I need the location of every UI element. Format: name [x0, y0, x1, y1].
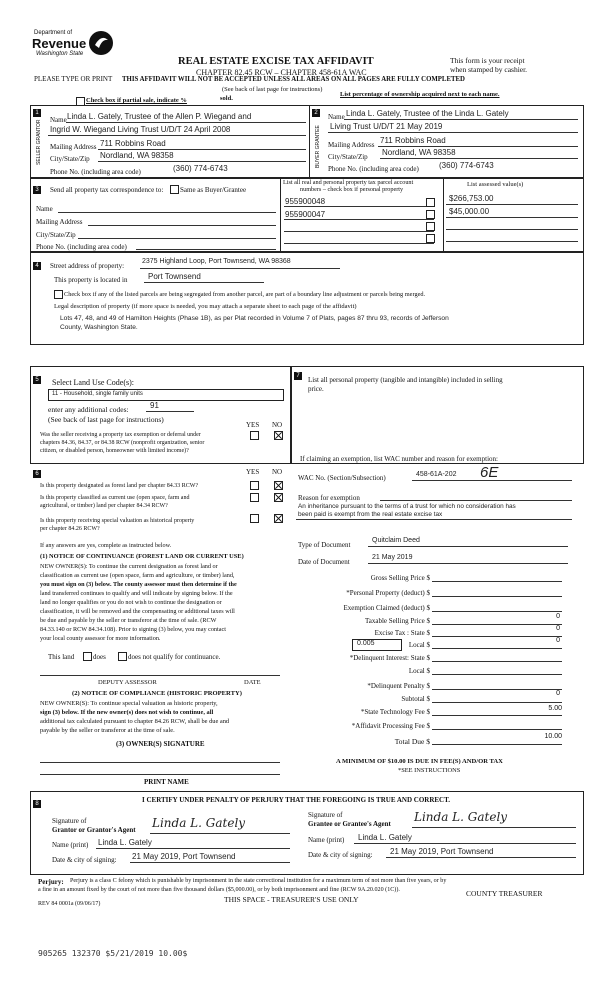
same-as-buyer-checkbox[interactable]: [170, 185, 179, 194]
located-label: This property is located in: [54, 276, 128, 284]
form-title: REAL ESTATE EXCISE TAX AFFIDAVIT: [178, 56, 374, 67]
row-tech-fee-value[interactable]: 5.00: [548, 705, 562, 712]
wac-label: WAC No. (Section/Subsection): [298, 474, 386, 482]
receipt-note-1: This form is your receipt: [450, 56, 525, 65]
land-does-checkbox[interactable]: [83, 652, 92, 661]
s6-no: NO: [272, 468, 283, 476]
land-use-code: 11 - Household, single family units: [52, 391, 143, 397]
section-2-badge: 2: [312, 109, 320, 117]
parcel-2[interactable]: 955900047: [285, 210, 326, 219]
notice2-l4: payable by the seller or transferor at the time of sale.: [40, 727, 175, 734]
land-use-select[interactable]: [48, 389, 284, 401]
s5-exemption-no-checkbox[interactable]: [274, 431, 283, 440]
section-5-badge: 5: [33, 376, 41, 384]
grantee-sig-label-1: Signature of: [308, 811, 343, 819]
seller-phone-label: Phone No. (including area code): [50, 168, 141, 176]
notice2-title: (2) NOTICE OF COMPLIANCE (HISTORIC PROPERTY): [72, 690, 242, 697]
type-or-print: PLEASE TYPE OR PRINT: [34, 75, 113, 83]
row-excise-state-value[interactable]: 0: [556, 625, 560, 632]
notice1-l5: land no longer qualifies or you do not wish to continue the designation or: [40, 599, 222, 606]
buyer-city[interactable]: Nordland, WA 98358: [382, 148, 456, 157]
cashier-stamp: 905265 132370 $5/21/2019 10.00$: [38, 949, 188, 958]
warning-text: THIS AFFIDAVIT WILL NOT BE ACCEPTED UNLESS ALL AREAS ON ALL PAGES ARE FULLY COMPLETED: [122, 76, 465, 83]
perjury-label: Perjury:: [38, 878, 64, 886]
street-address[interactable]: 2375 Highland Loop, Port Townsend, WA 98368: [142, 258, 291, 265]
notice2-l1: NEW OWNER(S): To continue special valuation as historic property,: [40, 700, 218, 707]
row-tech-fee-label: *State Technology Fee $: [360, 708, 430, 716]
land-does-not-checkbox[interactable]: [118, 652, 127, 661]
grantee-date[interactable]: 21 May 2019, Port Townsend: [390, 847, 494, 856]
grantor-date[interactable]: 21 May 2019, Port Townsend: [132, 852, 236, 861]
personal-prop-2: price.: [308, 385, 324, 393]
parcel-4-personal-checkbox[interactable]: [426, 234, 435, 243]
sold-label: sold.: [220, 95, 233, 102]
buyer-phone[interactable]: (360) 774-6743: [439, 161, 494, 170]
section-4-badge: 4: [33, 262, 41, 270]
exemption-q3: citizen, or disabled person, homeowner with limited income)?: [40, 448, 189, 454]
row-delinq-int-local-label: Local $: [408, 667, 430, 675]
grantor-name-label: Name (print): [52, 841, 89, 849]
assessed-header: List assessed value(s): [467, 181, 524, 188]
deputy-assessor-label: DEPUTY ASSESSOR: [98, 679, 157, 686]
buyer-side-label: BUYER GRANTEE: [315, 125, 321, 168]
legal-desc-1[interactable]: Lots 47, 48, and 49 of Hamilton Heights (Phase 1B), as per Plat recorded in Volume 7 of Plats, pages 87 thru 93, records of Jefferson: [60, 315, 449, 322]
s5-yes: YES: [246, 421, 260, 429]
s6-q2a: Is this property classified as current use (open space, farm and: [40, 495, 190, 501]
parcel-header-1: List all real and personal property tax parcel account: [283, 179, 414, 186]
owner-signature-label: (3) OWNER(S) SIGNATURE: [116, 740, 205, 748]
legal-desc-2[interactable]: County, Washington State.: [60, 324, 138, 331]
s6-q1: Is this property designated as forest land per chapter 84.33 RCW?: [40, 483, 199, 489]
form-rev: REV 84 0001a (09/06/17): [38, 901, 101, 907]
section-6-badge: 6: [33, 470, 41, 478]
seller-phone[interactable]: (360) 774-6743: [173, 164, 228, 173]
notice1-l9: your local county assessor for more information.: [40, 635, 161, 642]
row-delinq-int-state-label: *Delinquent Interest: State $: [349, 654, 430, 662]
s3-name-label: Name: [36, 205, 53, 213]
owner-signature-line[interactable]: [40, 762, 280, 763]
segregated-label: Check box if any of the listed parcels are being segregated from another parcel, are part of a boundary line adjustment or parcels being merged.: [64, 291, 426, 298]
s6-q3-no-checkbox[interactable]: [274, 514, 283, 523]
row-subtotal-label: Subtotal $: [401, 695, 430, 703]
see-back-label: (See back of last page for instructions): [48, 415, 164, 424]
seller-mailing-label: Mailing Address: [50, 143, 97, 151]
print-name-label: PRINT NAME: [144, 778, 189, 786]
s3-phone-label: Phone No. (including area code): [36, 243, 127, 251]
parcel-1-personal-checkbox[interactable]: [426, 198, 435, 207]
seller-mailing[interactable]: 711 Robbins Road: [100, 139, 166, 148]
seller-city-label: City/State/Zip: [50, 155, 90, 163]
grantor-signature[interactable]: Linda L. Gately: [152, 816, 246, 830]
notice1-l4: land transferred continues to qualify and will indicate by signing below. If the: [40, 590, 233, 597]
buyer-name-1[interactable]: Linda L. Gately, Trustee of the Linda L. Gately: [346, 109, 509, 118]
minimum-due-1: A MINIMUM OF $10.00 IS DUE IN FEE(S) AND/OR TAX: [336, 758, 503, 765]
seller-name-1[interactable]: Linda L. Gately, Trustee of the Allen P. Wiegand and: [67, 112, 252, 121]
pct-ownership-label: List percentage of ownership acquired next to each name.: [340, 91, 500, 98]
land-does-not-label: does not qualify for continuance.: [128, 653, 221, 661]
row-total-value[interactable]: 10.00: [544, 733, 562, 740]
seller-name-label: Name: [50, 116, 67, 124]
reason-label: Reason for exemption: [298, 494, 360, 502]
reason-1[interactable]: An inheritance pursuant to the terms of a trust for which no consideration has: [298, 503, 516, 510]
dept-logo: [34, 30, 124, 64]
segregated-checkbox[interactable]: [54, 290, 63, 299]
grantee-signature[interactable]: Linda L. Gately: [414, 810, 508, 824]
parcel-header-2: numbers – check box if personal property: [300, 186, 404, 193]
s5-exemption-yes-checkbox[interactable]: [250, 431, 259, 440]
notice2-l3: additional tax calculated pursuant to chapter 84.26 RCW, shall be due and: [40, 718, 230, 725]
doc-type-label: Type of Document: [298, 541, 351, 549]
row-taxable-label: Taxable Selling Price $: [364, 617, 430, 625]
land-use-label: Select Land Use Code(s):: [52, 378, 134, 387]
row-delinq-penalty-label: *Delinquent Penalty $: [367, 682, 430, 690]
parcel-1[interactable]: 955900048: [285, 197, 326, 206]
row-excise-local-value[interactable]: 0: [556, 637, 560, 644]
grantor-name[interactable]: Linda L. Gately: [98, 838, 152, 847]
s3-city-label: City/State/Zip: [36, 231, 76, 239]
doc-date[interactable]: 21 May 2019: [372, 554, 413, 561]
seller-side-label: SELLER GRANTOR: [36, 119, 42, 165]
this-land-label: This land: [48, 653, 75, 661]
s6-q2b: agricultural, or timber) land per chapter 84.34 RCW?: [40, 503, 168, 509]
grantor-sig-label-1: Signature of: [52, 817, 87, 825]
exemption-claim-label: If claiming an exemption, list WAC number and reason for exemption:: [300, 455, 498, 463]
s6-yes: YES: [246, 468, 260, 476]
dept-line3: Washington State: [36, 51, 84, 57]
street-label: Street address of property:: [50, 262, 125, 270]
parcel-2-personal-checkbox[interactable]: [426, 210, 435, 219]
minimum-due-2: *SEE INSTRUCTIONS: [398, 767, 461, 774]
notice1-l2: classification as current use (open space, farm and agriculture, or timber) land,: [40, 572, 235, 579]
deputy-date-label: DATE: [244, 679, 261, 686]
additional-codes[interactable]: 91: [150, 401, 159, 410]
notice1-l7: be due and payable by the seller or transferor at the time of sale. (RCW: [40, 617, 217, 624]
revenue-logo-icon: [88, 30, 114, 56]
s3-mailing-label: Mailing Address: [36, 218, 83, 226]
notice1-l3: you must sign on (3) below. The county assessor must then determine if the: [40, 581, 237, 588]
row-gross-label: Gross Selling Price $: [370, 574, 430, 582]
legal-label: Legal description of property (if more space is needed, you may attach a separate sheet to each page of the affidavit): [54, 303, 357, 310]
grantee-name[interactable]: Linda L. Gately: [358, 833, 412, 842]
section-8-badge: 8: [33, 800, 41, 808]
s6-q1-yes-checkbox[interactable]: [250, 481, 259, 490]
grantor-sig-label-2: Grantor or Grantor's Agent: [52, 826, 136, 834]
row-excise-local-label: Local $: [408, 641, 430, 649]
seller-city[interactable]: Nordland, WA 98358: [100, 151, 174, 160]
certify-text: I CERTIFY UNDER PENALTY OF PERJURY THAT THE FOREGOING IS TRUE AND CORRECT.: [142, 796, 451, 804]
s5-no: NO: [272, 421, 283, 429]
perjury-line-1: Perjury is a class C felony which is punishable by imprisonment in the state correctional institution for a maximum term of not more than five years, or by: [70, 878, 447, 884]
notice2-l2: sign (3) below. If the new owner(s) does not wish to continue, all: [40, 709, 214, 716]
grantee-sig-label-2: Grantee or Grantee's Agent: [308, 820, 391, 828]
buyer-name-2[interactable]: Living Trust U/D/T 21 May 2019: [330, 122, 443, 131]
land-does-label: does: [93, 653, 106, 661]
perjury-line-2: a fine in an amount fixed by the court of not more than five thousand dollars ($5,000.00), or by both imprisonment and fine (RCW 9A.20.020 (1C)).: [38, 887, 400, 893]
buyer-phone-label: Phone No. (including area code): [328, 165, 419, 173]
row-total-label: Total Due $: [394, 737, 430, 746]
send-correspondence-label: Send all property tax correspondence to:: [50, 186, 164, 194]
row-subtotal-value[interactable]: 0: [556, 690, 560, 697]
partial-sale-label: Check box if partial sale, indicate %: [86, 97, 187, 104]
notice1-l8: 84.33.140 or RCW 84.34.108). Prior to signing (3) below, you may contact: [40, 626, 226, 633]
row-affidavit-fee-label: *Affidavit Processing Fee $: [351, 722, 430, 730]
exemption-q1: Was the seller receiving a property tax exemption or deferral under: [40, 432, 201, 438]
dept-line2: Revenue: [32, 36, 87, 51]
row-personal-label: *Personal Property (deduct) $: [346, 589, 430, 597]
row-exemption-label: Exemption Claimed (deduct) $: [343, 604, 430, 612]
row-excise-state-label: Excise Tax : State $: [374, 629, 430, 637]
grantee-name-label: Name (print): [308, 836, 345, 844]
instructions-note: (See back of last page for instructions): [222, 86, 323, 93]
county-treasurer: COUNTY TREASURER: [466, 889, 543, 898]
section-3-badge: 3: [33, 186, 41, 194]
doc-type[interactable]: Quitclaim Deed: [372, 537, 420, 544]
wac-handwritten: 6E: [480, 464, 499, 481]
buyer-mailing-label: Mailing Address: [328, 141, 375, 149]
s6-if-yes: If any answers are yes, complete as instructed below.: [40, 542, 172, 549]
s6-q3-yes-checkbox[interactable]: [250, 514, 259, 523]
s6-q1-no-checkbox[interactable]: [274, 481, 283, 490]
s6-q3b: per chapter 84.26 RCW?: [40, 526, 100, 532]
buyer-city-label: City/State/Zip: [328, 153, 368, 161]
grantee-date-label: Date & city of signing:: [308, 851, 373, 859]
parcel-3-personal-checkbox[interactable]: [426, 222, 435, 231]
notice1-title: (1) NOTICE OF CONTINUANCE (FOREST LAND OR CURRENT USE): [40, 553, 244, 560]
wac-number[interactable]: 458-61A-202: [416, 471, 457, 478]
assessed-value-2[interactable]: $45,000.00: [449, 207, 490, 216]
form-chapter: CHAPTER 82.45 RCW – CHAPTER 458-61A WAC: [196, 68, 367, 77]
buyer-mailing[interactable]: 711 Robbins Road: [380, 136, 446, 145]
s6-q3a: Is this property receiving special valuation as historical property: [40, 518, 195, 524]
dept-line1: Department of: [34, 30, 73, 36]
s6-q2-yes-checkbox[interactable]: [250, 493, 259, 502]
section-1-badge: 1: [33, 109, 41, 117]
notice1-l6: classification, it will be removed and the compensating or additional taxes will: [40, 608, 235, 615]
notice1-l1: NEW OWNER(S): To continue the current designation as forest land or: [40, 563, 218, 570]
row-taxable-value[interactable]: 0: [556, 613, 560, 620]
grantor-date-label: Date & city of signing:: [52, 856, 117, 864]
local-rate: 0.005: [357, 640, 375, 647]
personal-prop-1: List all personal property (tangible and intangible) included in selling: [308, 376, 503, 384]
section-7-badge: 7: [294, 372, 302, 380]
exemption-q2: chapters 84.36, 84.37, or 84.38 RCW (nonprofit organization, senior: [40, 440, 205, 446]
treasurer-space: THIS SPACE - TREASURER'S USE ONLY: [224, 895, 359, 904]
s6-q2-no-checkbox[interactable]: [274, 493, 283, 502]
receipt-note-2: when stamped by cashier.: [450, 65, 528, 74]
same-as-buyer-label: Same as Buyer/Grantee: [180, 186, 247, 194]
buyer-name-label: Name: [328, 113, 345, 121]
additional-codes-label: enter any additional codes:: [48, 405, 129, 414]
located-city[interactable]: Port Townsend: [148, 272, 201, 281]
doc-date-label: Date of Document: [298, 558, 350, 566]
seller-name-2[interactable]: Ingrid W. Wiegand Living Trust U/D/T 24 April 2008: [50, 125, 231, 134]
reason-2[interactable]: been paid is exempt from the real estate excise tax: [298, 511, 443, 518]
assessed-value-1[interactable]: $266,753.00: [449, 194, 494, 203]
